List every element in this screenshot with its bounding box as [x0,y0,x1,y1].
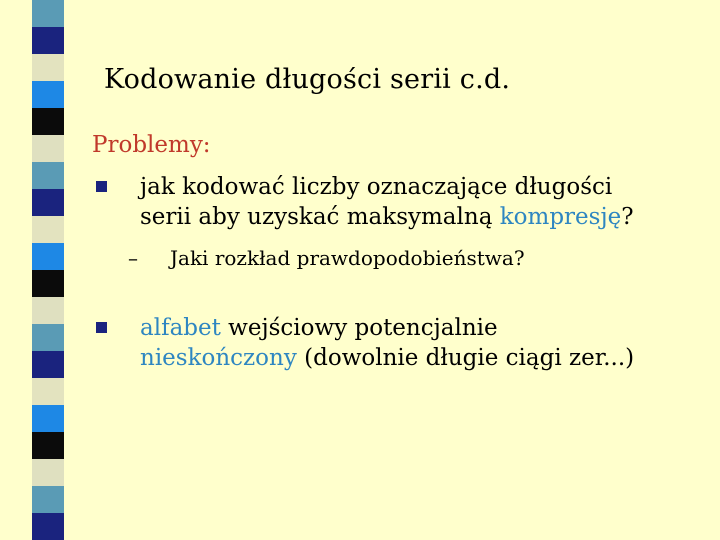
stripe-block [32,324,64,351]
bullet-2-line-1-text: wejściowy potencjalnie [220,315,498,341]
stripe-block [32,459,64,486]
stripe-block [32,513,64,540]
bullet-item-1 [140,172,634,232]
stripe-block [32,81,64,108]
bullet-2-line-2-text: (dowolnie długie ciągi zer...) [296,345,635,371]
stripe-block [32,405,64,432]
bullet-2-line-1 [140,313,634,343]
slide-title: Kodowanie długości serii c.d. [104,64,511,95]
bullet-square-icon [96,181,107,192]
stripe-block [32,270,64,297]
stripe-block [32,486,64,513]
stripe-block [32,351,64,378]
bullet-1-line-2 [140,202,634,232]
stripe-block [32,54,64,81]
bullet-2-keyword-2: nieskończony [140,345,297,371]
problems-heading: Problemy: [92,132,211,158]
stripe-block [32,297,64,324]
bullet-2-keyword-1: alfabet [140,315,221,341]
stripe-block [32,27,64,54]
bullet-square-icon [96,322,107,333]
stripe-block [32,378,64,405]
bullet-item-2 [140,313,634,373]
stripe-block [32,243,64,270]
bullet-2-line-2 [140,343,634,373]
bullet-1-line-2-text: serii aby uzyskać maksymalną [140,204,500,230]
stripe-block [32,162,64,189]
stripe-block [32,432,64,459]
bullet-1-punctuation: ? [621,204,634,230]
stripe-block [32,216,64,243]
sub-bullet-dash: – [128,246,138,270]
stripe-block [32,189,64,216]
stripe-block [32,0,64,27]
sub-bullet-text: Jaki rozkład prawdopodobieństwa? [170,246,525,270]
bullet-1-keyword: kompresję [499,204,622,230]
stripe-block [32,108,64,135]
stripe-block [32,135,64,162]
bullet-1-line-1: jak kodować liczby oznaczające długości [140,174,613,200]
